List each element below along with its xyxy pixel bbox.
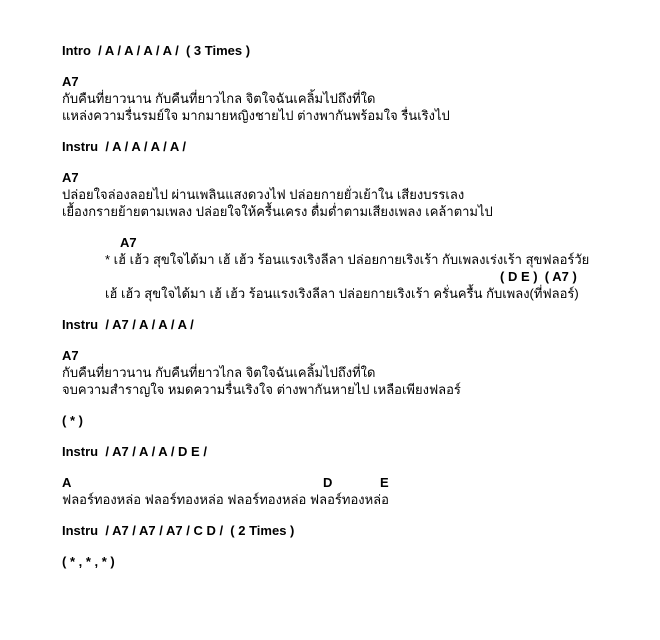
repeat-all-mark: ( * , * , * ) [62,554,115,569]
section-spacer [62,124,640,138]
section-spacer [62,302,640,316]
outro-lyric-line: ฟลอร์ทองหล่อ ฟลอร์ทองหล่อ ฟลอร์ทองหล่อ ฟลอร์ทองหล่อ [62,492,389,507]
outro-chord-e: E [380,475,389,490]
section-spacer [62,539,640,553]
chorus-inline-chords: ( D E ) ( A7 ) [500,269,577,284]
verse1-lyric-line: แหล่งความรื่นรมย์ใจ มากมายหญิงชายไป ต่างพากันพร้อมใจ รื่นเริงไป [62,108,450,123]
verse1-lyric-line: กับคืนที่ยาวนาน กับคืนที่ยาวไกล จิตใจฉันเคลิ้มไปถึงที่ใด [62,91,376,106]
repeat-chorus-mark: ( * ) [62,413,83,428]
instru4-line: Instru / A7 / A7 / A7 / C D / ( 2 Times ) [62,523,295,538]
outro-chord-row [62,474,640,491]
intro-line: Intro / A / A / A / A / ( 3 Times ) [62,43,251,58]
chorus-lyric-line: เฮ้ เฮ้ว สุขใจได้มา เฮ้ เฮ้ว ร้อนแรงเริงลีลา ปล่อยกายเริงเร้า ครั่นครื้น กับเพลง(ที่ฟลอร์) [105,286,579,301]
section-spacer [62,429,640,443]
section-spacer [62,398,640,412]
instru1-line: Instru / A / A / A / A / [62,139,186,154]
verse2-lyric-line: ปล่อยใจล่องลอยไป ผ่านเพลินแสงดวงไฟ ปล่อยกายยั่วเย้าใน เสียงบรรเลง [62,187,465,202]
instru3-line: Instru / A7 / A / A / D E / [62,444,207,459]
outro-chord-a: A [62,475,72,490]
outro-chord-d: D [323,475,333,490]
verse3-chord-label: A7 [62,348,79,363]
instru2-line: Instru / A7 / A / A / A / [62,317,194,332]
section-spacer [62,460,640,474]
section-spacer [62,59,640,73]
chorus-lyric-line: * เฮ้ เฮ้ว สุขใจได้มา เฮ้ เฮ้ว ร้อนแรงเริงลีลา ปล่อยกายเริงเร้า กับเพลงเร่งเร้า สุขฟลอร์วัย [105,252,590,267]
verse3-lyric-line: จบความสำราญใจ หมดความรื่นเริงใจ ต่างพากันหายไป เหลือเพียงฟลอร์ [62,382,461,397]
section-spacer [62,333,640,347]
chorus-chord-label: A7 [120,235,137,250]
section-spacer [62,220,640,234]
section-spacer [62,155,640,169]
verse2-lyric-line: เยื้องกรายย้ายตามเพลง ปล่อยใจให้ครื้นเครง ดื่มด่ำตามเสียงเพลง เคล้าตามไป [62,204,493,219]
verse1-chord-label: A7 [62,74,79,89]
section-spacer [62,508,640,522]
verse3-lyric-line: กับคืนที่ยาวนาน กับคืนที่ยาวไกล จิตใจฉันเคลิ้มไปถึงที่ใด [62,365,376,380]
verse2-chord-label: A7 [62,170,79,185]
